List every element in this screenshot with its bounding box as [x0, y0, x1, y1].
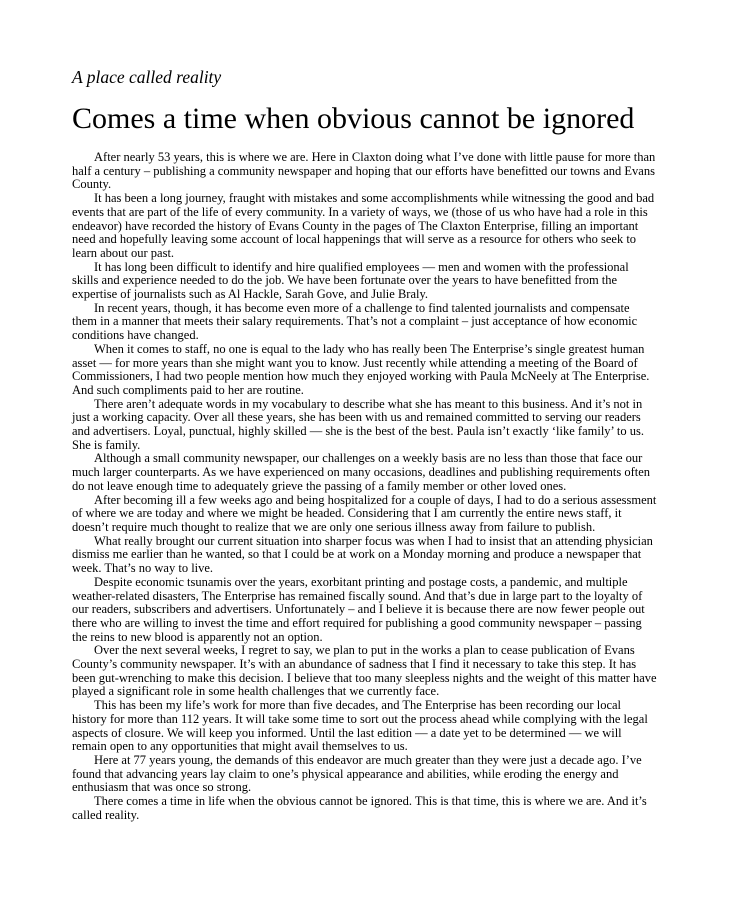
paragraph-line: history for more than 112 years. It will take some time to sort out the process ahead while complying with the legal: [72, 711, 648, 726]
paragraph-line: asset — for more years than she might want you to know. Just recently while attending a meeting of the Board of: [72, 355, 638, 370]
paragraph-line: and advertisers. Loyal, punctual, highly skilled — she is the best of the best. Paula isn’t exactly ‘like family’ to us.: [72, 424, 644, 439]
paragraph-12: [72, 699, 672, 754]
paragraph-line: called reality.: [72, 807, 140, 822]
paragraph-line: doesn’t require much thought to realize that we are only one serious illness away from failure to publish.: [72, 519, 596, 534]
paragraph-line: skills and experience needed to do the job. We have been fortunate over the years to have benefitted from the: [72, 273, 618, 288]
paragraph-line: endeavor) have recorded the history of Evans County in the pages of The Claxton Enterprise, filling an important: [72, 218, 639, 233]
paragraph-line: remain open to any opportunities that might avail themselves to us.: [72, 739, 408, 754]
paragraph-line: dismiss me earlier than he wanted, so that I could be at work on a Monday morning and produce a newspaper that: [72, 547, 642, 562]
paragraph-line: them in a manner that meets their salary requirements. That’s not a complaint – just acceptance of how economic: [72, 314, 638, 329]
paragraph-line: What really brought our current situation into sharper focus was when I had to insist that an attending physician: [94, 533, 653, 548]
paragraph-line: just a working capacity. Over all these years, she has been with us and remained committed to serving our readers: [72, 410, 641, 425]
paragraph-line: In recent years, though, it has become even more of a challenge to find talented journalists and compensate: [94, 300, 630, 315]
paragraph-14: [72, 795, 672, 822]
paragraph-line: learn about our past.: [72, 245, 175, 260]
paragraph-line: County.: [72, 177, 112, 192]
paragraph-8: [72, 494, 672, 535]
paragraph-line: Over the next several weeks, I regret to say, we plan to put in the works a plan to cease publication of Evans: [94, 643, 635, 658]
paragraph-line: This has been my life’s work for more than five decades, and The Enterprise has been recording our local: [94, 698, 622, 713]
paragraph-line: Commissioners, I had two people mention how much they enjoyed working with Paula McNeely at The Enterprise.: [72, 369, 650, 384]
paragraph-line: week. That’s no way to live.: [72, 561, 214, 576]
paragraph-line: of where we are today and where we might be headed. Considering that I am currently the entire news staff, it: [72, 506, 622, 521]
paragraph-line: our readers, subscribers and advertisers. Unfortunately – and I believe it is because there are now fewer people out: [72, 602, 645, 617]
paragraph-5: [72, 343, 672, 398]
paragraph-line: When it comes to staff, no one is equal to the lady who has really been The Enterprise’s single greatest human: [94, 341, 645, 356]
headline: Comes a time when obvious cannot be ignored: [72, 102, 635, 135]
paragraph-line: do not leave enough time to adequately grieve the passing of a family member or other loved ones.: [72, 478, 567, 493]
paragraph-line: been gut-wrenching to make this decision. I believe that too many sleepless nights and the weight of this matter have: [72, 670, 657, 685]
paragraph-line: much larger counterparts. As we have experienced on many occasions, deadlines and publishing requirements often: [72, 465, 651, 480]
paragraph-2: [72, 192, 672, 261]
paragraph-line: there who are willing to invest the time and effort required for publishing a good community newspaper – passing: [72, 615, 642, 630]
paragraph-line: And such compliments paid to her are routine.: [72, 382, 304, 397]
paragraph-line: conditions have changed.: [72, 328, 199, 343]
paragraph-11: [72, 644, 672, 699]
paragraph-line: aspects of closure. We will keep you informed. Until the last edition — a date yet to be determined — we will: [72, 725, 622, 740]
paragraph-line: Here at 77 years young, the demands of this endeavor are much greater than they were just a decade ago. I’ve: [94, 752, 642, 767]
paragraph-line: After becoming ill a few weeks ago and being hospitalized for a couple of days, I had to do a serious assessment: [94, 492, 657, 507]
kicker: A place called reality: [72, 67, 222, 87]
paragraph-7: [72, 452, 672, 493]
paragraph-line: need and hopefully leaving some account of local happenings that will serve as a resource for others who seek to: [72, 232, 637, 247]
paragraph-10: [72, 576, 672, 645]
paragraph-13: [72, 754, 672, 795]
paragraph-line: County’s community newspaper. It’s with an abundance of sadness that I find it necessary to take this step. It has: [72, 657, 637, 672]
paragraph-4: [72, 302, 672, 343]
paragraph-line: weather-related disasters, The Enterprise has remained fiscally sound. And that’s due in large part to the loyalty of: [72, 588, 643, 603]
paragraph-line: There aren’t adequate words in my vocabulary to describe what she has meant to this business. And it’s not in: [94, 396, 643, 411]
paragraph-line: Despite economic tsunamis over the years, exorbitant printing and postage costs, a pandemic, and multiple: [94, 574, 628, 589]
paragraph-line: enthusiasm that was once so strong.: [72, 780, 252, 795]
paragraph-3: [72, 261, 672, 302]
paragraph-line: It has been a long journey, fraught with mistakes and some accomplishments while witnessing the good and bad: [94, 191, 655, 206]
paragraph-line: half a century – publishing a community newspaper and hoping that our efforts have benefitted our towns and Evans: [72, 163, 655, 178]
paragraph-line: expertise of journalists such as Al Hackle, Sarah Gove, and Julie Braly.: [72, 287, 429, 302]
article-body: [72, 151, 672, 822]
paragraph-line: She is family.: [72, 437, 141, 452]
paragraph-9: [72, 535, 672, 576]
paragraph-line: It has long been difficult to identify and hire qualified employees — men and women with the professional: [94, 259, 629, 274]
paragraph-6: [72, 398, 672, 453]
paragraph-line: Although a small community newspaper, our challenges on a weekly basis are no less than those that face our: [94, 451, 643, 466]
paragraph-1: [72, 151, 672, 192]
paragraph-line: found that advancing years lay claim to one’s physical appearance and abilities, while eroding the energy and: [72, 766, 619, 781]
paragraph-line: events that are part of the life of every community. In a variety of ways, we (those of us who have had a role in this: [72, 204, 648, 219]
paragraph-line: the reins to new blood is apparently not an option.: [72, 629, 323, 644]
paragraph-line: There comes a time in life when the obvious cannot be ignored. This is that time, this is where we are. And it’s: [94, 794, 647, 809]
paragraph-line: After nearly 53 years, this is where we are. Here in Claxton doing what I’ve done with little pause for more than: [94, 150, 656, 164]
paragraph-line: played a significant role in some health challenges that we currently face.: [72, 684, 440, 699]
